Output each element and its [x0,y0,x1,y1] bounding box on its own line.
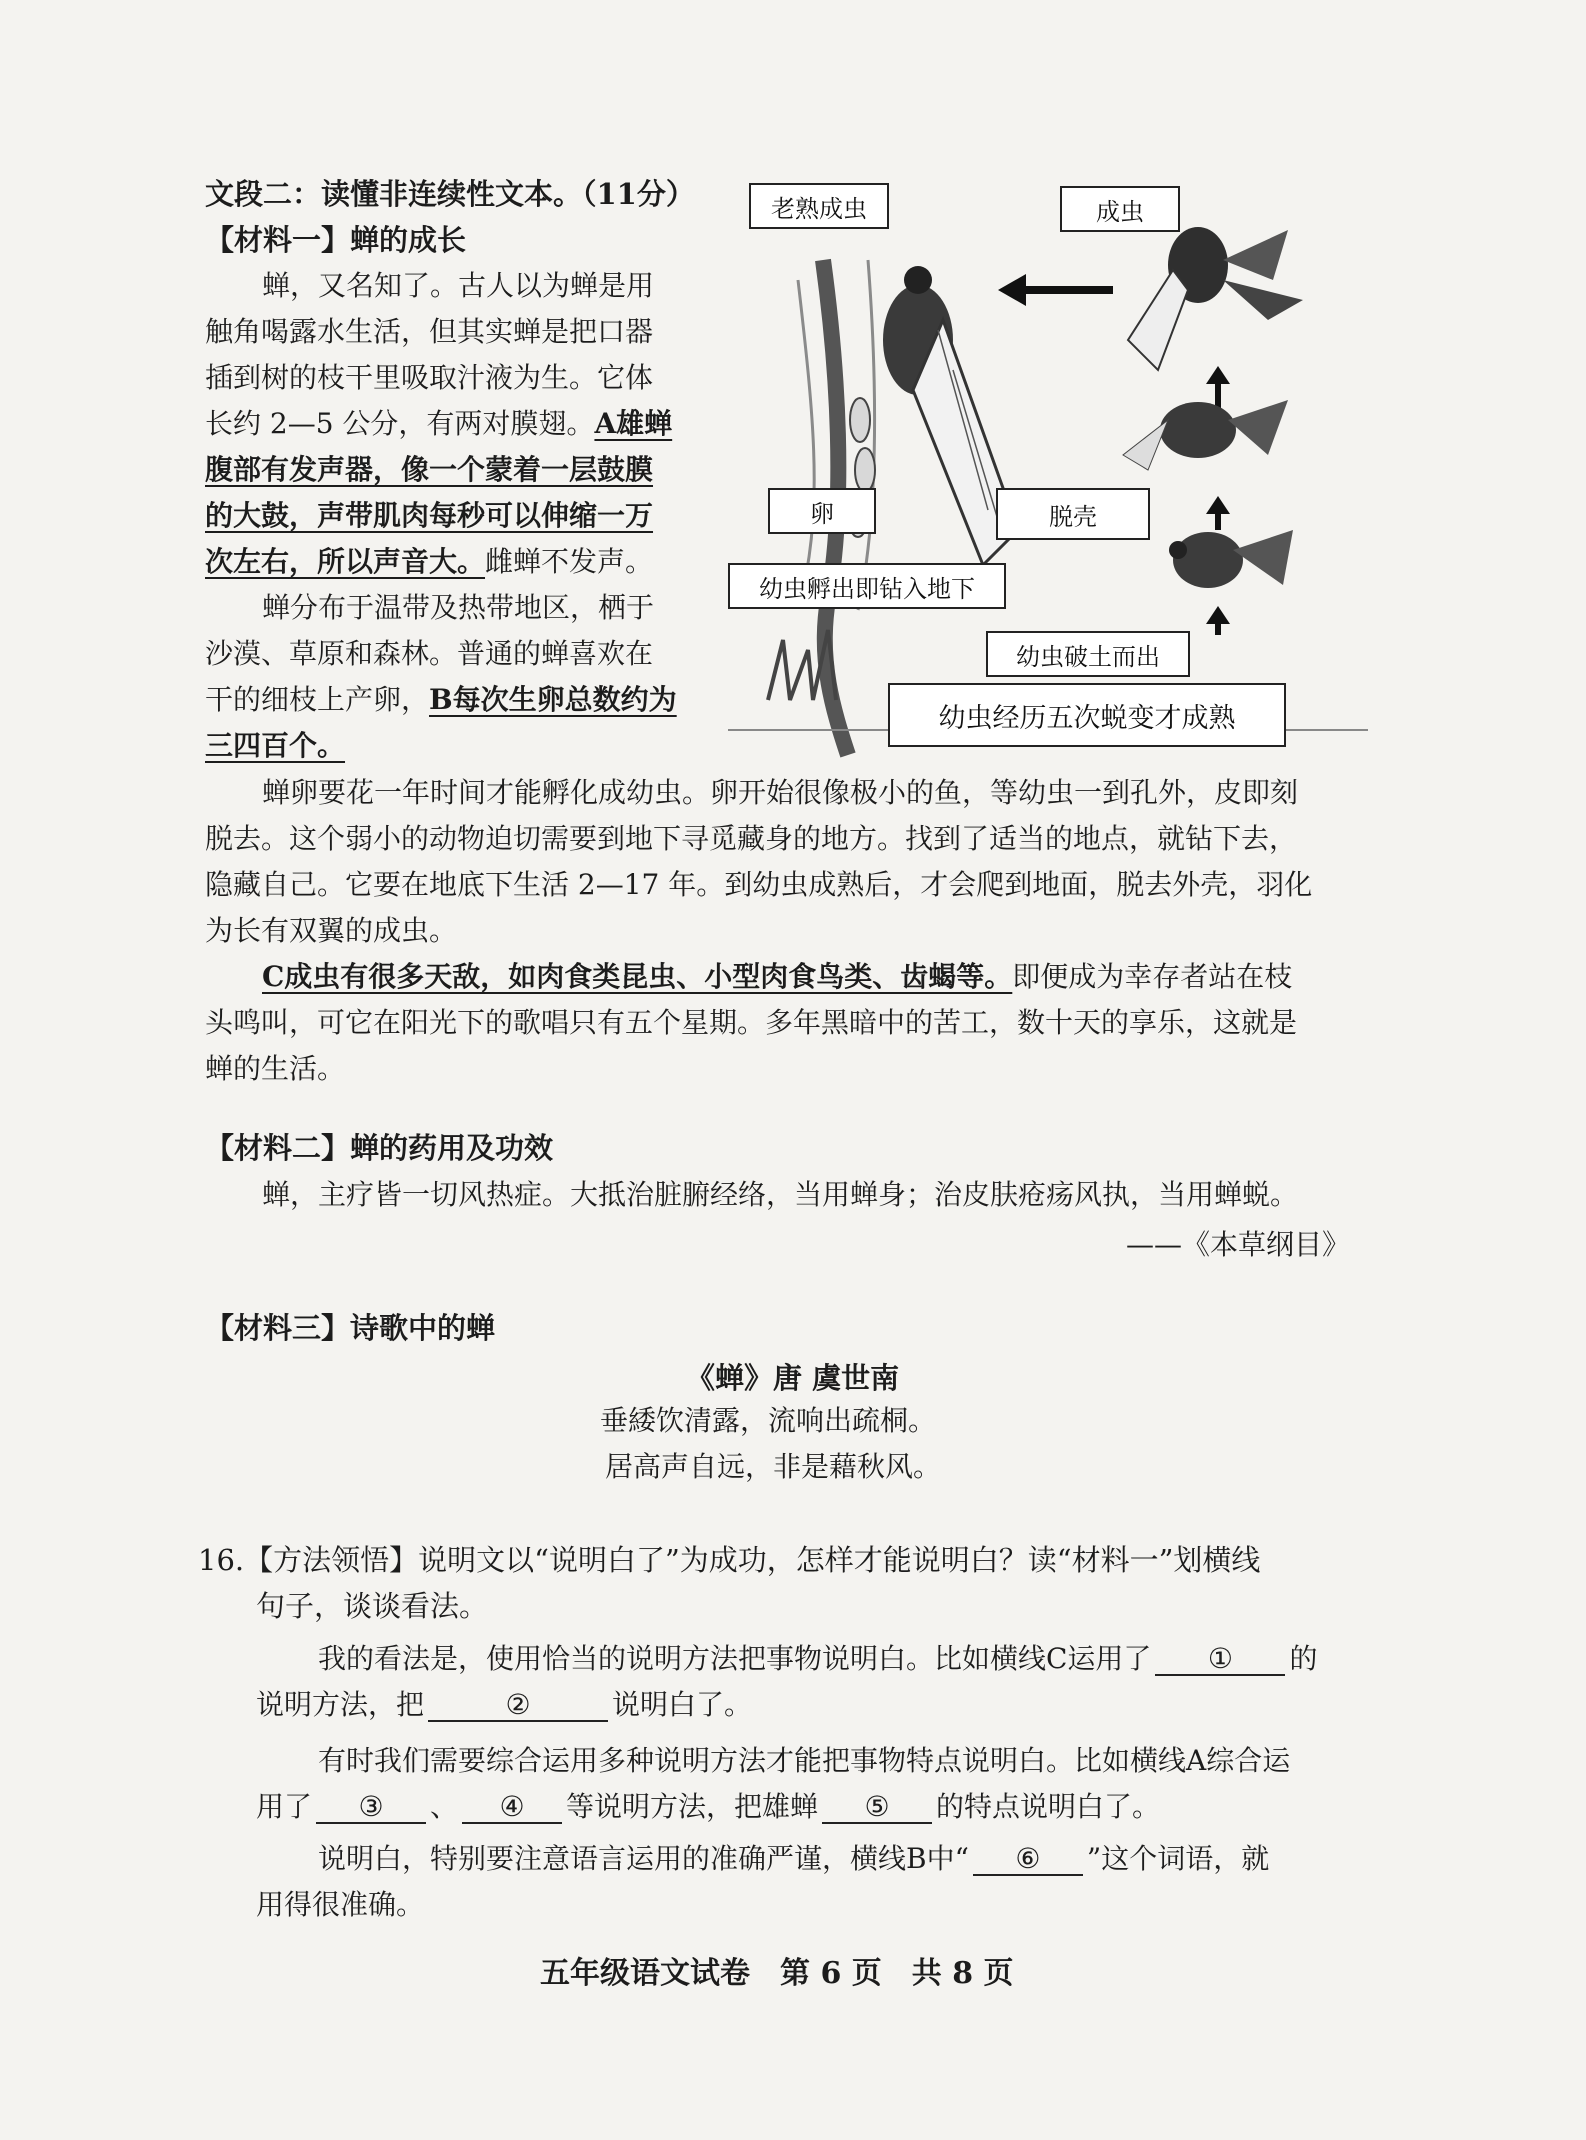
label-egg: 卵 [768,488,876,534]
material3-heading: 【材料三】诗歌中的蝉 [205,1311,496,1345]
m1-para2-line1: 蝉卵要花一年时间才能孵化成幼虫。卵开始很像极小的鱼，等幼虫一到孔外，皮即刻 [262,776,1299,809]
blank-6[interactable]: ⑥ [973,1844,1083,1876]
q16-p2c: 等说明方法，把雄蝉 [566,1790,819,1823]
sentence-b-part2: 三四百个。 [205,729,346,762]
m1-para3-line3: 蝉的生活。 [205,1052,346,1085]
blank-1[interactable]: ① [1155,1644,1285,1676]
material2-source: ——《本草纲目》 [1126,1228,1351,1261]
sentence-b-part1: B每次生卵总数约为 [429,683,677,716]
q16-p3b: ”这个词语，就 [1086,1842,1270,1875]
page-footer: 五年级语文试卷 第 6 页 共 8 页 [540,1956,1014,1991]
after-a-text: 雌蝉不发声。 [485,545,654,578]
m1-para2-line2: 脱去。这个弱小的动物迫切需要到地下寻觅藏身的地方。找到了适当的地点，就钻下去， [205,822,1298,855]
m1-line-2: 触角喝露水生活，但其实蝉是把口器 [205,315,654,348]
section-title: 文段二：读懂非连续性文本。（11分） [205,177,695,211]
label-larva-emerge: 幼虫破土而出 [986,631,1190,677]
nymph-icon [1169,530,1293,588]
q16-para1-line2 [256,1682,752,1727]
molting-cicada-icon [1123,400,1288,470]
q16-p2b: 用了 [256,1790,313,1823]
q16-p1d: 说明白了。 [612,1688,753,1721]
m1-line-4-text: 长约 2—5 公分，有两对膜翅。 [205,407,595,440]
m1-line-1: 蝉，又名知了。古人以为蝉是用 [262,269,655,302]
question-16-line1: 16.【方法领悟】说明文以“说明白了”为成功，怎样才能说明白？读“材料一”划横线 [198,1543,1261,1577]
blank-5[interactable]: ⑤ [822,1792,932,1824]
question-16-line2: 句子，谈谈看法。 [256,1589,489,1623]
label-molt: 脱壳 [996,488,1150,540]
q16-para2-line1: 有时我们需要综合运用多种说明方法才能把事物特点说明白。比如横线A综合运 [318,1744,1291,1777]
m1-para2-line4: 为长有双翼的成虫。 [205,914,458,947]
m1-dist-1: 蝉分布于温带及热带地区，栖于 [262,591,655,624]
blank-4[interactable]: ④ [462,1792,562,1824]
q16-sep: 、 [430,1790,459,1823]
q16-para2-line2 [256,1784,1160,1829]
m1-para3-line2: 头鸣叫，可它在阳光下的歌唱只有五个星期。多年黑暗中的苦工，数十天的享乐，这就是 [205,1006,1298,1039]
m1-dist-2: 沙漠、草原和森林。普通的蝉喜欢在 [205,637,654,670]
q16-para3-line1 [318,1836,1269,1881]
m1-para3-line1 [262,954,1292,999]
m1-line-6 [205,493,653,538]
q16-p1a: 我的看法是，使用恰当的说明方法把事物说明白。比如横线C运用了 [318,1642,1152,1675]
after-c-text: 即便成为幸存者站在枝 [1012,960,1293,993]
poem-line-1: 垂緌饮清露，流响出疏桐。 [600,1404,937,1437]
poem-title: 《蝉》唐 虞世南 [686,1361,900,1395]
sentence-a-part4: 次左右，所以声音大。 [205,545,486,578]
sentence-a-part3: 的大鼓，声带肌肉每秒可以伸缩一万 [205,499,654,532]
q16-p2d: 的特点说明白了。 [936,1790,1161,1823]
m1-line-5 [205,447,653,492]
sentence-a-part1: A雄蝉 [594,407,673,440]
m1-dist-3-text: 干的细枝上产卵， [205,683,430,716]
material1-heading: 【材料一】蝉的成长 [205,223,467,257]
sentence-a-part2: 腹部有发声器，像一个蒙着一层鼓膜 [205,453,654,486]
label-larva-into-ground: 幼虫孵出即钻入地下 [728,563,1006,609]
m1-line-3: 插到树的枝干里吸取汁液为生。它体 [205,361,654,394]
q16-p1c: 说明方法，把 [256,1688,425,1721]
cicada-lifecycle-diagram [728,170,1368,760]
q16-para1-line1 [318,1636,1317,1681]
adult-cicada-icon [1128,227,1303,370]
poem-line-2: 居高声自远，非是藉秋风。 [605,1450,942,1483]
m1-dist-3 [205,677,677,722]
label-adult: 成虫 [1060,186,1180,232]
q16-para3-line2: 用得很准确。 [256,1888,425,1921]
material2-heading: 【材料二】蝉的药用及功效 [205,1131,554,1165]
m1-line-7 [205,539,653,584]
sentence-c: C成虫有很多天敌，如肉食类昆虫、小型肉食鸟类、齿蝎等。 [262,960,1013,993]
label-mature-cicada: 老熟成虫 [749,183,889,229]
q16-p1b: 的 [1289,1642,1318,1675]
material2-text: 蝉，主疗皆一切风热症。大抵治脏腑经络，当用蝉身；治皮肤疮疡风执，当用蝉蜕。 [262,1178,1299,1211]
q16-p3a: 说明白，特别要注意语言运用的准确严谨，横线B中“ [318,1842,969,1875]
label-five-molts: 幼虫经历五次蜕变才成熟 [888,683,1286,747]
blank-2[interactable]: ② [428,1690,608,1722]
blank-3[interactable]: ③ [316,1792,426,1824]
m1-line-4 [205,401,672,446]
m1-dist-4 [205,723,345,768]
m1-para2-line3: 隐藏自己。它要在地底下生活 2—17 年。到幼虫成熟后，才会爬到地面，脱去外壳，羽化 [205,868,1313,901]
